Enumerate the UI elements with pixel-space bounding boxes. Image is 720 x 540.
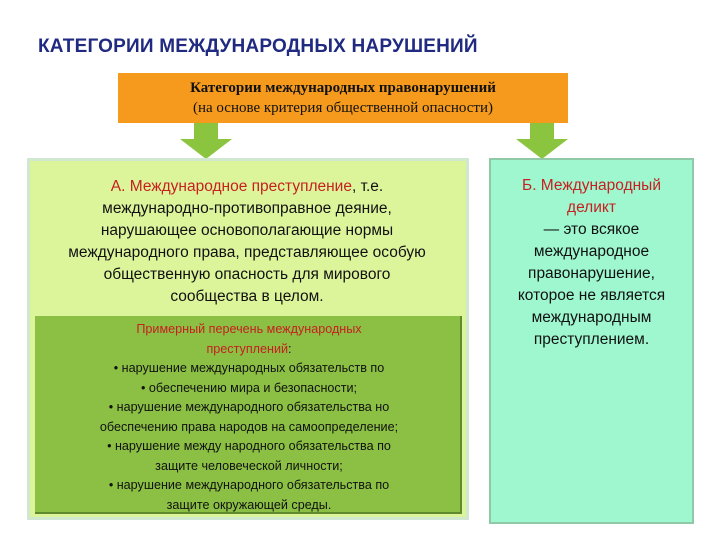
international-delict-text <box>490 175 693 351</box>
crimes-list-item: обеспечению права народов на самоопределение; <box>99 419 399 434</box>
crimes-list-item: • нарушение между народного обязательства по <box>107 439 391 453</box>
international-delict-line: международное <box>533 243 650 260</box>
crimes-list-item: защите человеческой личности; <box>155 458 343 473</box>
categories-header-line1: Категории международных правонарушений <box>190 80 496 96</box>
crimes-list-item: • нарушение международного обязательства но <box>108 400 390 414</box>
crimes-list-item: • нарушение международных обязательств по <box>113 361 385 375</box>
right-down-arrow-icon <box>516 123 568 159</box>
international-delict-line: преступлением. <box>533 331 650 348</box>
international-crime-heading: А. Международное преступление <box>110 178 352 195</box>
international-crime-line: международного права, представляющее особую <box>68 244 426 261</box>
international-crime-line: сообщества в целом. <box>170 288 324 305</box>
categories-header-line2: (на основе критерия общественной опасности) <box>193 100 493 116</box>
crimes-list-item: • нарушение международного обязательства по <box>108 478 390 492</box>
international-crime-heading-suffix: , т.е. <box>351 178 384 195</box>
crimes-list-text <box>37 320 461 515</box>
crimes-list-heading-2: преступлений <box>206 341 289 356</box>
international-delict-line: — это всякое <box>543 221 640 238</box>
international-crime-line: международно-противоправное деяние, <box>102 200 392 217</box>
crimes-list-item: защите окружающей среды. <box>166 497 332 512</box>
left-down-arrow-icon <box>180 123 232 159</box>
international-crime-line: общественную опасность для мирового <box>103 266 391 283</box>
international-delict-line: международным <box>531 309 652 326</box>
international-delict-heading: Б. Международный <box>522 177 661 194</box>
international-delict-line: которое не является <box>517 287 666 304</box>
crimes-list-item: • обеспечению мира и безопасности; <box>140 380 358 395</box>
international-crime-text <box>30 176 464 308</box>
categories-header-box <box>118 73 568 123</box>
international-crime-line: нарушающее основополагающие нормы <box>100 222 394 239</box>
crimes-list-heading-colon: : <box>288 341 292 356</box>
crimes-list-heading: Примерный перечень международных <box>136 322 362 336</box>
international-delict-line: правонарушение, <box>528 265 655 282</box>
international-delict-heading-2: деликт <box>567 199 616 216</box>
page-title: КАТЕГОРИИ МЕЖДУНАРОДНЫХ НАРУШЕНИЙ <box>38 36 478 57</box>
